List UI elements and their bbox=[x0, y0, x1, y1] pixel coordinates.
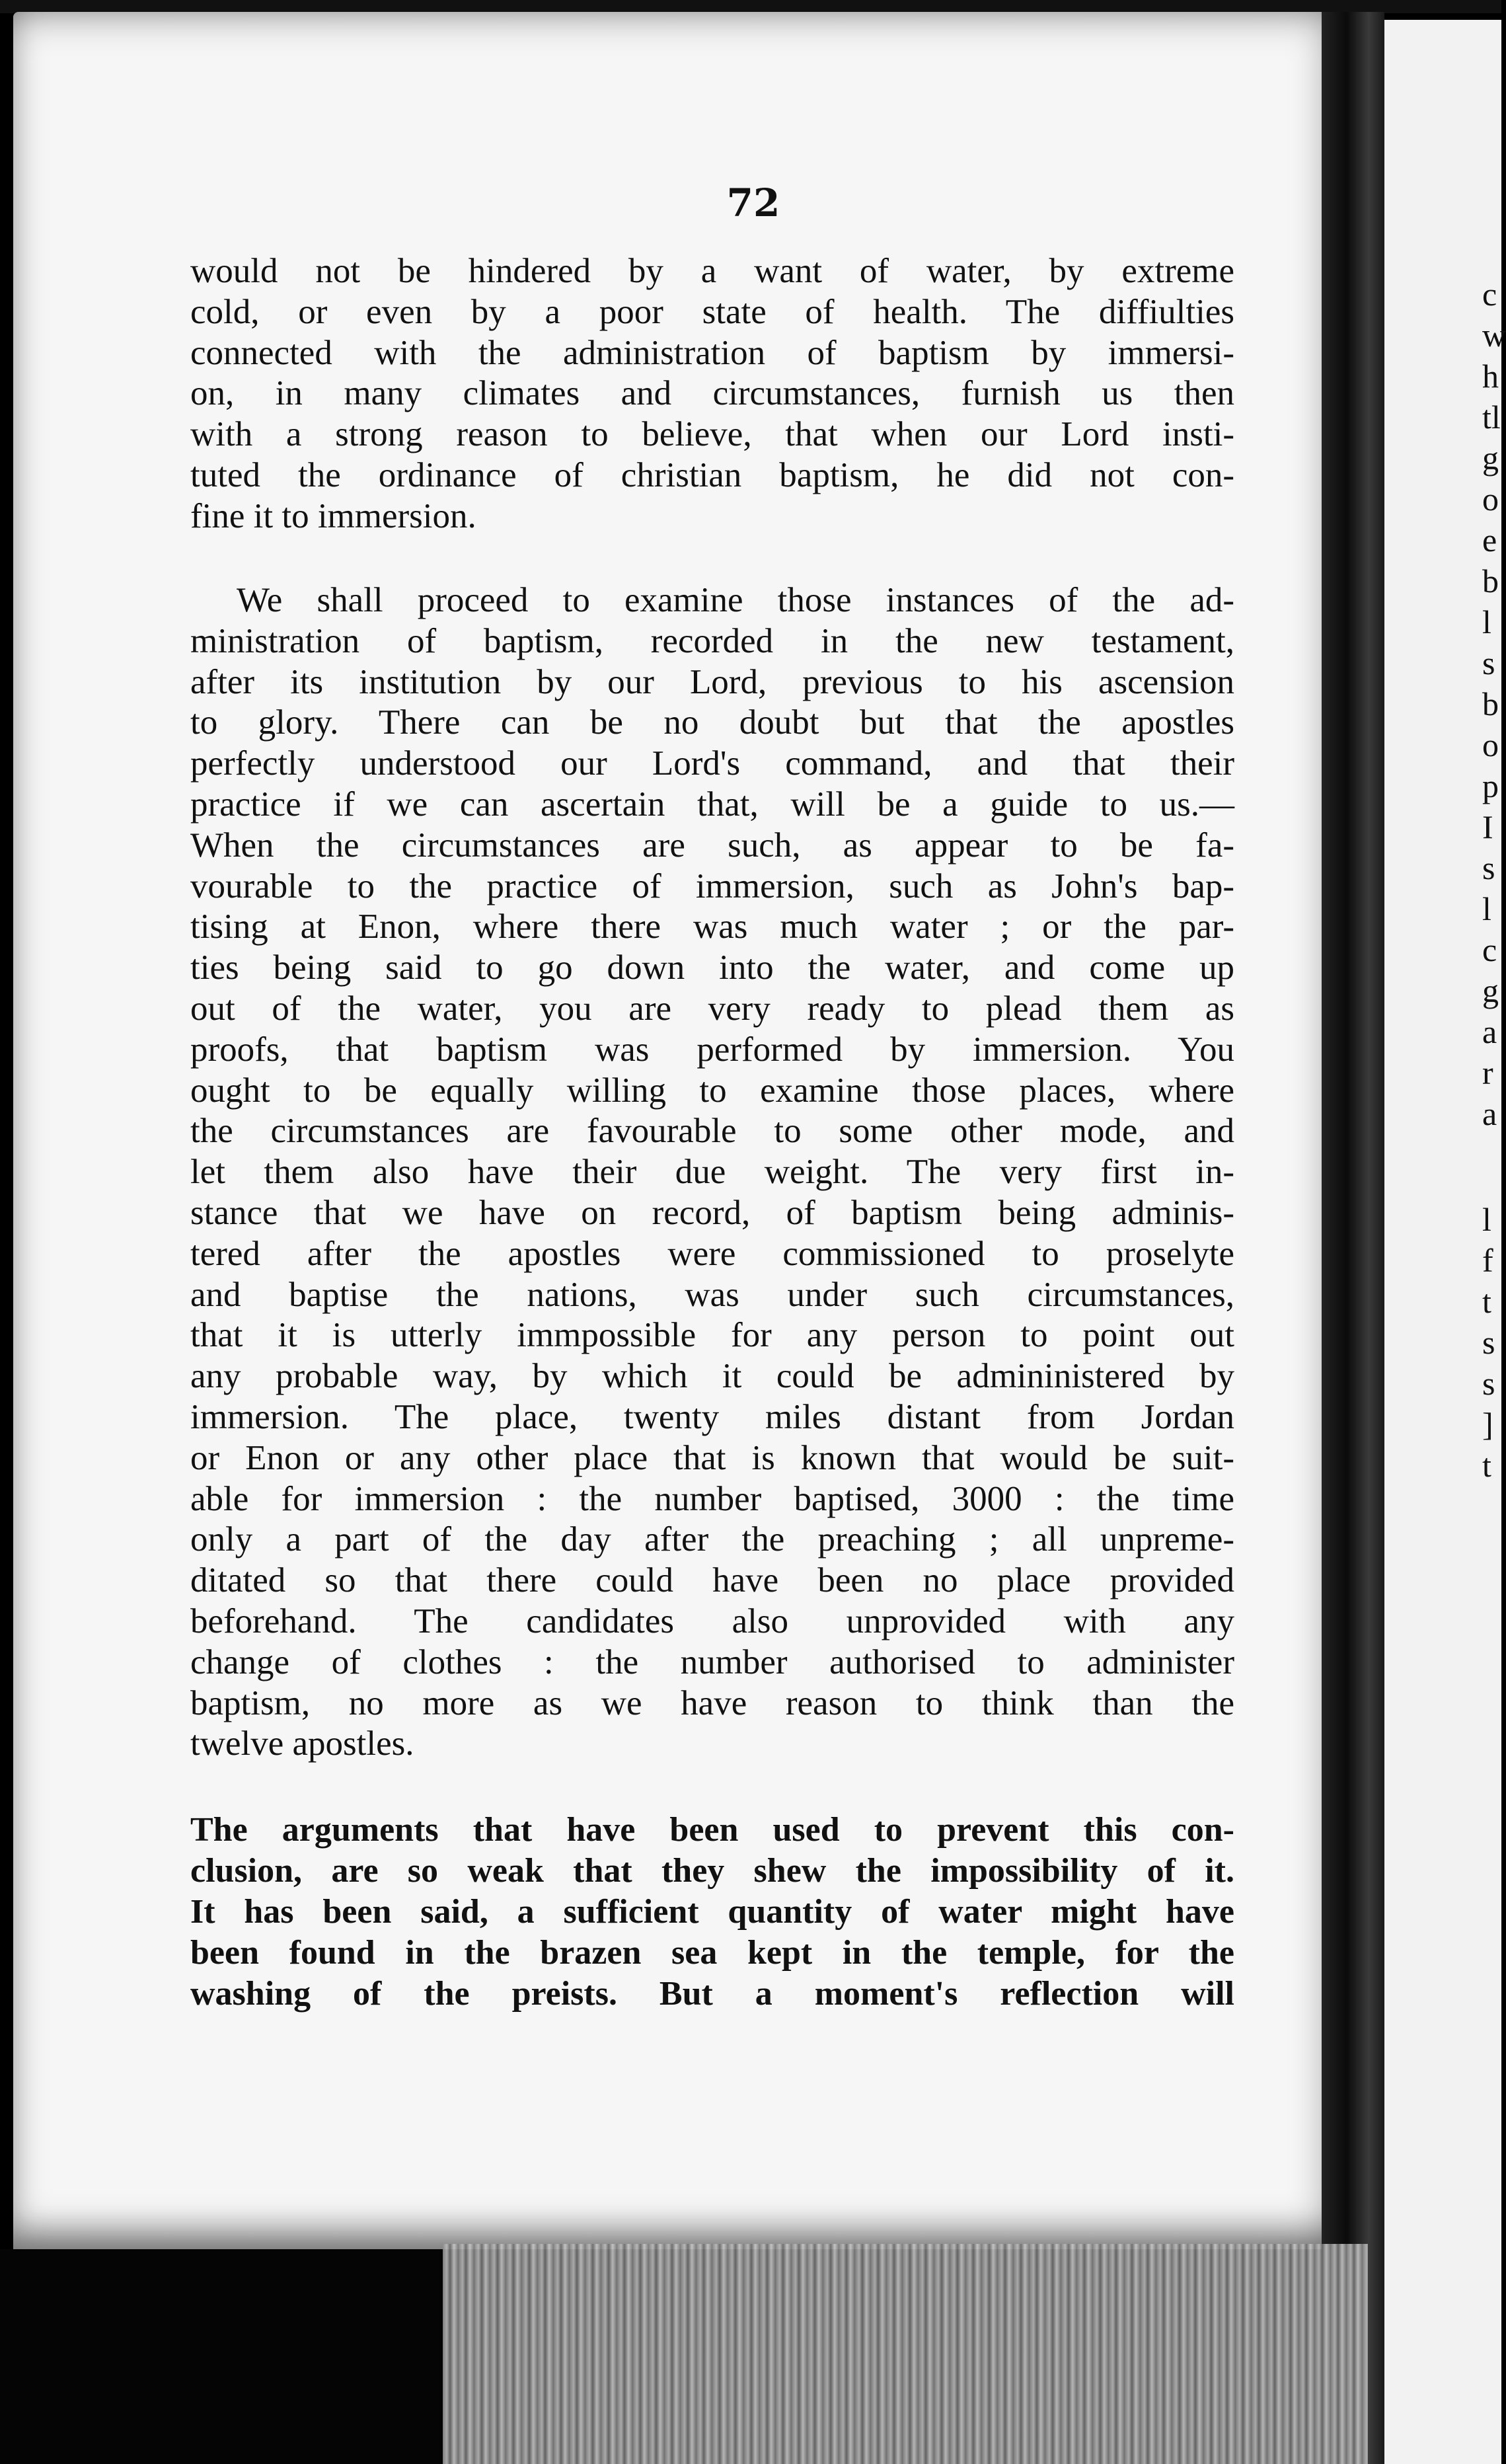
facing-page-fragment: o bbox=[1482, 481, 1499, 518]
book-spine-shadow bbox=[1322, 12, 1384, 2464]
text-line: able for immersion : the number baptised, 3000 : the time bbox=[190, 1479, 1234, 1518]
text-line: to glory. There can be no doubt but that the apostles bbox=[190, 703, 1234, 742]
page-number: 72 bbox=[726, 180, 780, 225]
facing-page-fragment: p bbox=[1482, 767, 1499, 804]
text-line: vourable to the practice of immersion, such as John's bap- bbox=[190, 866, 1234, 905]
facing-page-fragment: c bbox=[1482, 276, 1497, 313]
text-line: and baptise the nations, was under such circumstances, bbox=[190, 1275, 1234, 1314]
paragraph-1 bbox=[190, 251, 1234, 537]
scan-bottom-shadow bbox=[0, 2249, 443, 2464]
facing-page-fragment: ] bbox=[1482, 1406, 1493, 1443]
facing-page-fragment: f bbox=[1482, 1242, 1493, 1279]
text-line: twelve apostles. bbox=[190, 1724, 414, 1763]
text-line: let them also have their due weight. The very first in- bbox=[190, 1153, 1234, 1192]
text-line: tuted the ordinance of christian baptism, he did not con- bbox=[190, 455, 1234, 494]
text-line: the circumstances are favourable to some other mode, and bbox=[190, 1112, 1234, 1151]
facing-page-fragment: t bbox=[1482, 1283, 1491, 1320]
facing-page-fragment: g bbox=[1482, 972, 1499, 1009]
text-line: would not be hindered by a want of water, by extreme bbox=[190, 252, 1234, 290]
text-line: change of clothes : the number authorised to administer bbox=[190, 1642, 1234, 1681]
facing-page-fragment: a bbox=[1482, 1095, 1497, 1132]
paragraph-2 bbox=[190, 580, 1234, 1765]
facing-page-fragment: t bbox=[1482, 1447, 1491, 1484]
facing-page-fragment: b bbox=[1482, 685, 1499, 722]
facing-page-fragment: o bbox=[1482, 726, 1499, 763]
text-line: fine it to immersion. bbox=[190, 496, 476, 535]
facing-page-fragment: r bbox=[1482, 1054, 1493, 1091]
facing-page-fragment: l bbox=[1482, 890, 1491, 927]
text-line: baptism, no more as we have reason to think than the bbox=[190, 1683, 1234, 1722]
page-stack-edges bbox=[443, 2244, 1368, 2464]
text-line: We shall proceed to examine those instances of the ad- bbox=[237, 581, 1234, 619]
facing-page-fragment: e bbox=[1482, 521, 1497, 558]
facing-page-fragment: a bbox=[1482, 1013, 1497, 1050]
text-line: been found in the brazen sea kept in the temple, for the bbox=[190, 1934, 1234, 1972]
facing-page-fragment: s bbox=[1482, 849, 1495, 886]
text-line: cold, or even by a poor state of health. The diffiulties bbox=[190, 292, 1234, 331]
facing-page-edge bbox=[1384, 20, 1506, 2464]
text-line: ditated so that there could have been no place provided bbox=[190, 1561, 1234, 1600]
facing-page-fragment: h bbox=[1482, 358, 1499, 395]
text-line: When the circumstances are such, as appear to be fa- bbox=[190, 826, 1234, 865]
text-line: ministration of baptism, recorded in the new testament, bbox=[190, 621, 1234, 660]
text-line: out of the water, you are very ready to plead them as bbox=[190, 989, 1234, 1028]
facing-page-fragment: s bbox=[1482, 1365, 1495, 1402]
facing-page-fragment: I bbox=[1482, 808, 1493, 845]
facing-page-fragment: s bbox=[1482, 1324, 1495, 1361]
facing-page-fragment: w bbox=[1482, 317, 1506, 354]
facing-page-fragment: tl bbox=[1482, 399, 1501, 436]
text-line: tising at Enon, where there was much water ; or the par- bbox=[190, 907, 1234, 946]
text-line: on, in many climates and circumstances, furnish us then bbox=[190, 374, 1234, 413]
facing-page-fragment: g bbox=[1482, 440, 1499, 477]
facing-page-fragment: l bbox=[1482, 603, 1491, 640]
text-line: practice if we can ascertain that, will be a guide to us.— bbox=[190, 785, 1234, 824]
text-line: beforehand. The candidates also unprovided with any bbox=[190, 1601, 1234, 1640]
text-line: stance that we have on record, of baptism being adminis- bbox=[190, 1193, 1234, 1232]
facing-page-fragment: l bbox=[1482, 1201, 1491, 1238]
text-line: only a part of the day after the preaching ; all unpreme- bbox=[190, 1520, 1234, 1559]
facing-page-fragment: s bbox=[1482, 644, 1495, 681]
text-line: washing of the preists. But a moment's reflection will bbox=[190, 1975, 1234, 2013]
text-line: perfectly understood our Lord's command, and that their bbox=[190, 744, 1234, 783]
text-line: or Enon or any other place that is known that would be suit- bbox=[190, 1438, 1234, 1477]
facing-page-fragment: c bbox=[1482, 931, 1497, 968]
text-line: after its institution by our Lord, previous to his ascension bbox=[190, 662, 1234, 701]
facing-page-fragment: b bbox=[1482, 562, 1499, 599]
paragraph-3 bbox=[190, 1810, 1234, 2015]
text-line: The arguments that have been used to prevent this con- bbox=[190, 1811, 1234, 1849]
text-line: immersion. The place, twenty miles distant from Jordan bbox=[190, 1397, 1234, 1436]
text-line: ought to be equally willing to examine those places, where bbox=[190, 1071, 1234, 1110]
text-line: It has been said, a sufficient quantity of water might have bbox=[190, 1893, 1234, 1931]
text-line: proofs, that baptism was performed by immersion. You bbox=[190, 1030, 1234, 1069]
text-line: clusion, are so weak that they shew the impossibility of it. bbox=[190, 1852, 1234, 1890]
text-line: any probable way, by which it could be admininistered by bbox=[190, 1357, 1234, 1396]
text-line: with a strong reason to believe, that when our Lord insti- bbox=[190, 415, 1234, 454]
text-line: connected with the administration of baptism by immersi- bbox=[190, 333, 1234, 372]
text-line: ties being said to go down into the water, and come up bbox=[190, 948, 1234, 987]
text-line: that it is utterly immpossible for any person to point out bbox=[190, 1316, 1234, 1355]
text-line: tered after the apostles were commissioned to proselyte bbox=[190, 1234, 1234, 1273]
scan-frame-top bbox=[0, 0, 1501, 13]
